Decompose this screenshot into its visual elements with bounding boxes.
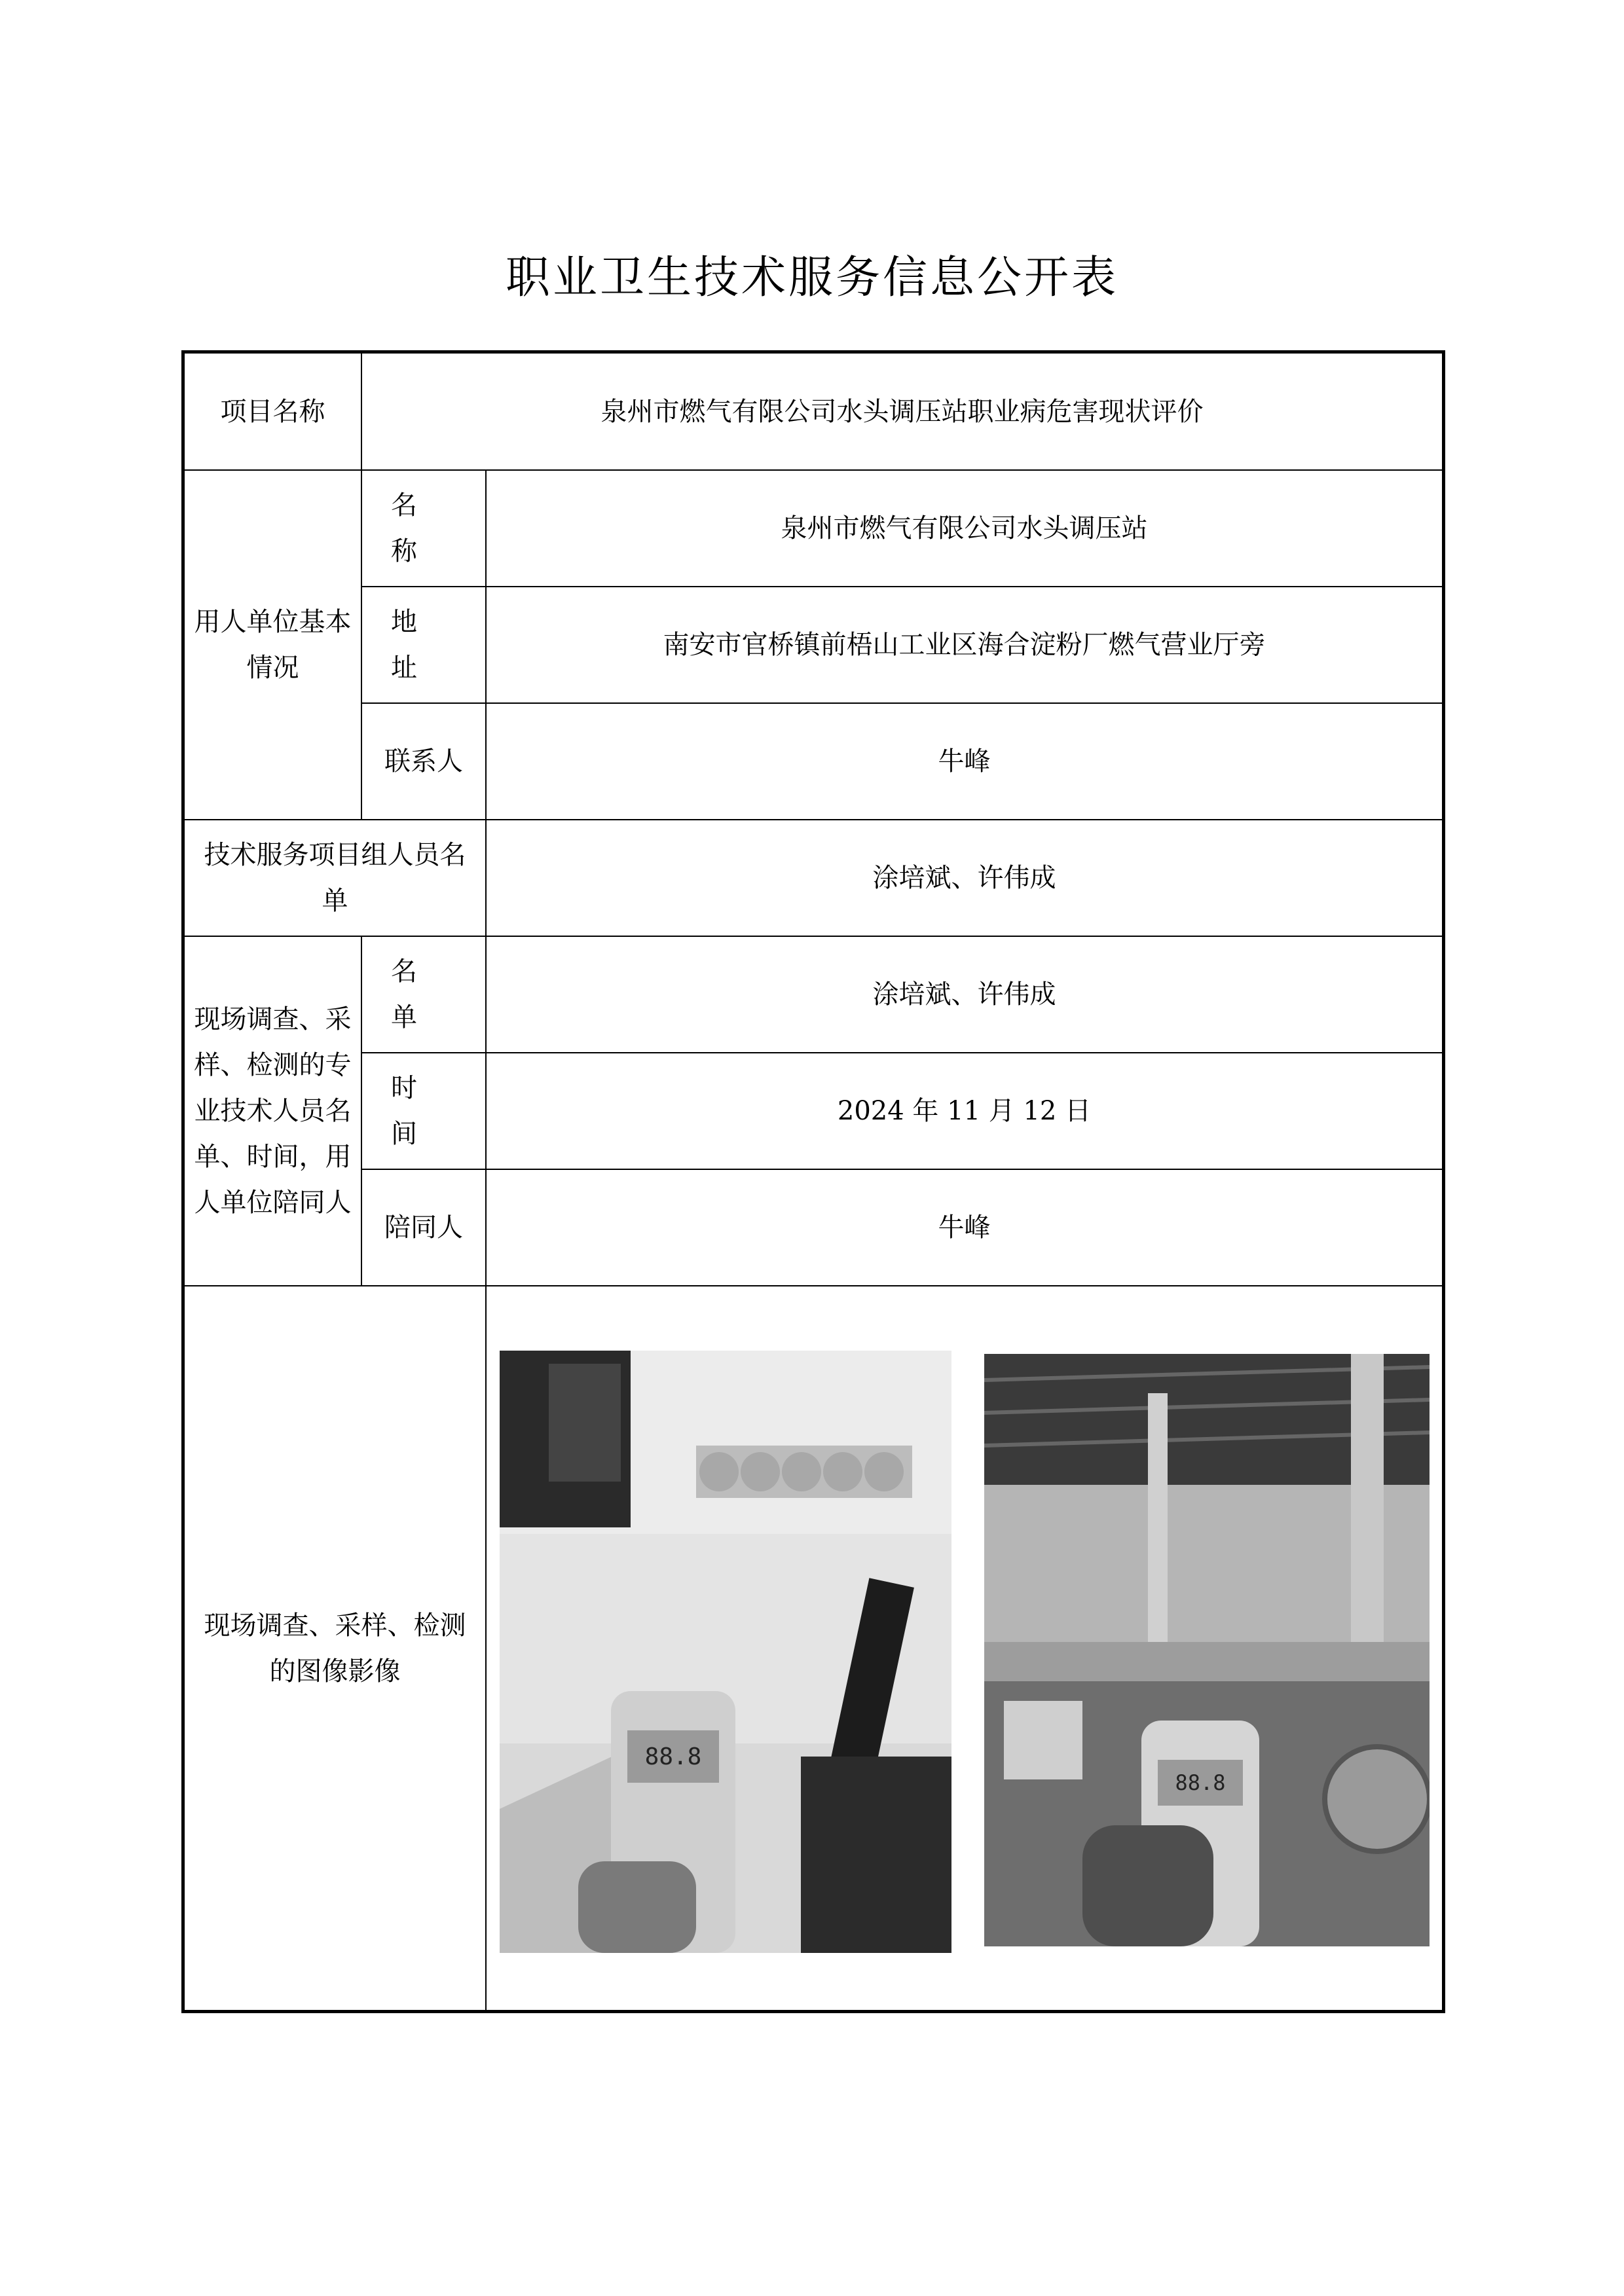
survey-list-label: 名 单 xyxy=(361,936,486,1053)
site-photo-pipeline xyxy=(984,1354,1430,1946)
employer-address-value: 南安市官桥镇前梧山工业区海合淀粉厂燃气营业厅旁 xyxy=(486,587,1442,703)
site-photo-office xyxy=(500,1351,951,1953)
survey-group-label: 现场调查、采样、检测的专业技术人员名单、时间，用人单位陪同人 xyxy=(185,936,361,1286)
employer-name-value: 泉州市燃气有限公司水头调压站 xyxy=(486,470,1442,587)
employer-address-label: 地 址 xyxy=(361,587,486,703)
survey-time-label: 时 间 xyxy=(361,1053,486,1169)
project-name-value: 泉州市燃气有限公司水头调压站职业病危害现状评价 xyxy=(361,354,1442,470)
images-cell xyxy=(486,1286,1442,2010)
info-table xyxy=(181,350,1445,2013)
survey-escort-label: 陪同人 xyxy=(361,1169,486,1286)
employer-name-label: 名 称 xyxy=(361,470,486,587)
team-label: 技术服务项目组人员名单 xyxy=(185,820,486,936)
sound-meter-display-1: 88.8 xyxy=(644,1743,702,1770)
employer-contact-label: 联系人 xyxy=(361,703,486,820)
employer-group-label: 用人单位基本情况 xyxy=(185,470,361,820)
survey-list-value: 涂培斌、许伟成 xyxy=(486,936,1442,1053)
sound-meter-display-2: 88.8 xyxy=(1175,1770,1226,1795)
employer-contact-value: 牛峰 xyxy=(486,703,1442,820)
project-name-label: 项目名称 xyxy=(185,354,361,470)
survey-time-value: 2024 年 11 月 12 日 xyxy=(486,1053,1442,1169)
images-label: 现场调查、采样、检测的图像影像 xyxy=(185,1286,486,2010)
page-title: 职业卫生技术服务信息公开表 xyxy=(505,252,1118,304)
survey-escort-value: 牛峰 xyxy=(486,1169,1442,1286)
team-value: 涂培斌、许伟成 xyxy=(486,820,1442,936)
